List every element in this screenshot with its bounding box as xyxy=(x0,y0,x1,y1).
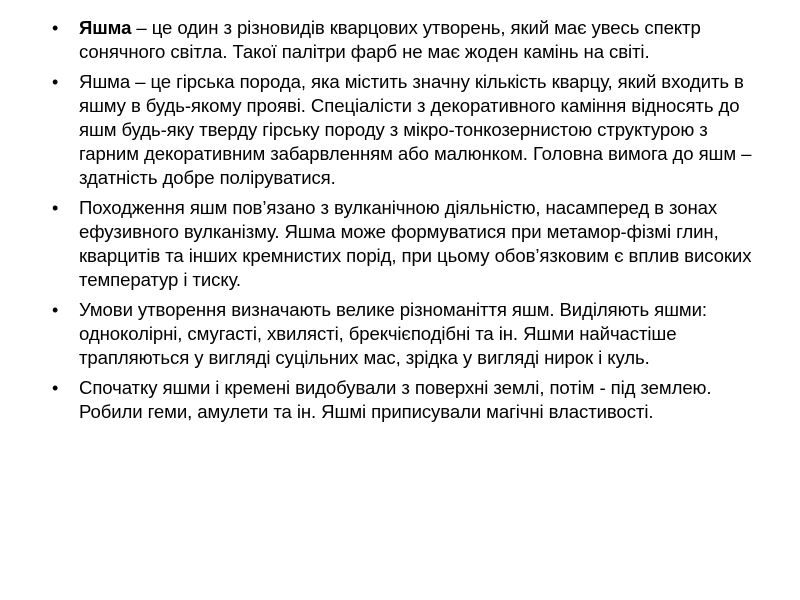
bullet-item-5 xyxy=(52,376,762,424)
bullet-item-1 xyxy=(52,16,762,64)
bullet-icon: • xyxy=(52,198,59,218)
bullet-item-4 xyxy=(52,298,762,370)
bullet-item-2 xyxy=(52,70,762,190)
bullet-text: Походження яшм пов’язано з вулканічною діяльністю, насамперед в зонах ефузивного вулканізму. Яшма може формуватися при метамор-фізмі глин, кварцитів та інших кремнистих порід, при цьому обов’язковим є вплив високих температур і тиску. xyxy=(79,197,752,290)
bullet-item-3 xyxy=(52,196,762,292)
bullet-icon: • xyxy=(52,18,59,38)
bullet-icon: • xyxy=(52,300,59,320)
bullet-icon: • xyxy=(52,72,59,92)
bullet-text: Яшма – це гірська порода, яка містить значну кількість кварцу, який входить в яшму в будь-якому прояві. Спеціалісти з декоративного каміння відносять до яшм будь-яку тверду гірську породу з мікро-тонкозернистою структурою з гарним декоративним забарвленням або малюнком. Головна вимога до яшм – здатність добре поліруватися. xyxy=(79,71,752,188)
bullet-text: Спочатку яшми і кремені видобували з поверхні землі, потім - під землею. Робили геми, амулети та ін. Яшмі приписували магічні властивості. xyxy=(79,377,712,422)
bullet-icon: • xyxy=(52,378,59,398)
bullet-term: Яшма xyxy=(79,17,132,38)
bullet-text: – це один з різновидів кварцових утворень, який має увесь спектр сонячного світла. Такої палітри фарб не має жоден камінь на світі. xyxy=(79,17,701,62)
bullet-text: Умови утворення визначають велике різноманіття яшм. Виділяють яшми: одноколірні, смугасті, хвилясті, брекчієподібні та ін. Яшми найчастіше трапляються у вигляді суцільних мас, зрідка у вигляді нирок і куль. xyxy=(79,299,707,368)
bullet-list xyxy=(52,16,762,430)
